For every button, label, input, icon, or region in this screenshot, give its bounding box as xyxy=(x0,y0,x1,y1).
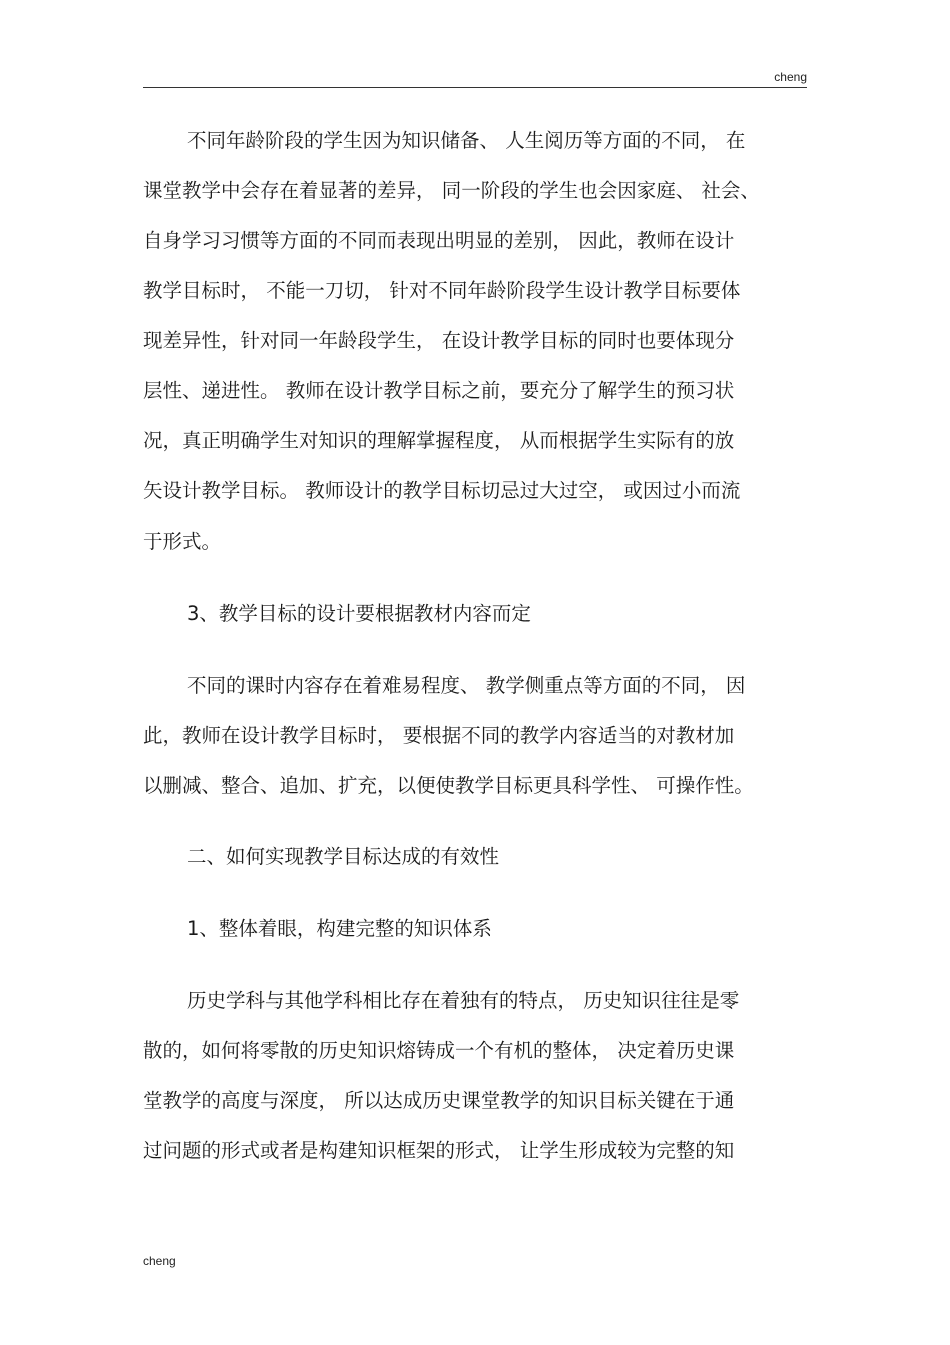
paragraph-line: 不同年龄阶段的学生因为知识储备、 人生阅历等方面的不同， 在 xyxy=(187,129,746,152)
paragraph-line: 自身学习习惯等方面的不同而表现出明显的差别， 因此，教师在设计 xyxy=(143,229,735,252)
paragraph-line: 过问题的形式或者是构建知识框架的形式， 让学生形成较为完整的知 xyxy=(143,1139,735,1162)
section-heading: 3、教学目标的设计要根据教材内容而定 xyxy=(187,602,531,625)
paragraph-line: 于形式。 xyxy=(143,530,222,553)
header-text: cheng xyxy=(774,70,807,84)
paragraph-line: 不同的课时内容存在着难易程度、 教学侧重点等方面的不同， 因 xyxy=(187,674,746,697)
footer-text: cheng xyxy=(143,1254,176,1268)
paragraph-line: 层性、递进性。 教师在设计教学目标之前，要充分了解学生的预习状 xyxy=(143,379,735,402)
section-heading: 二、如何实现教学目标达成的有效性 xyxy=(187,845,500,868)
section-heading: 1、整体着眼，构建完整的知识体系 xyxy=(187,917,492,940)
paragraph-line: 况，真正明确学生对知识的理解掌握程度， 从而根据学生实际有的放 xyxy=(143,429,735,452)
header-divider xyxy=(143,87,807,88)
paragraph-line: 课堂教学中会存在着显著的差异， 同一阶段的学生也会因家庭、 社会、 xyxy=(143,179,760,202)
paragraph-line: 此，教师在设计教学目标时， 要根据不同的教学内容适当的对教材加 xyxy=(143,724,735,747)
paragraph-line: 堂教学的高度与深度， 所以达成历史课堂教学的知识目标关键在于通 xyxy=(143,1089,735,1112)
paragraph-line: 以删减、整合、追加、扩充，以便使教学目标更具科学性、 可操作性。 xyxy=(143,774,754,797)
paragraph-line: 散的，如何将零散的历史知识熔铸成一个有机的整体， 决定着历史课 xyxy=(143,1039,735,1062)
paragraph-line: 教学目标时， 不能一刀切， 针对不同年龄阶段学生设计教学目标要体 xyxy=(143,279,741,302)
paragraph-line: 现差异性，针对同一年龄段学生， 在设计教学目标的同时也要体现分 xyxy=(143,329,735,352)
paragraph-line: 历史学科与其他学科相比存在着独有的特点， 历史知识往往是零 xyxy=(187,989,740,1012)
paragraph-line: 矢设计教学目标。 教师设计的教学目标切忌过大过空， 或因过小而流 xyxy=(143,479,741,502)
